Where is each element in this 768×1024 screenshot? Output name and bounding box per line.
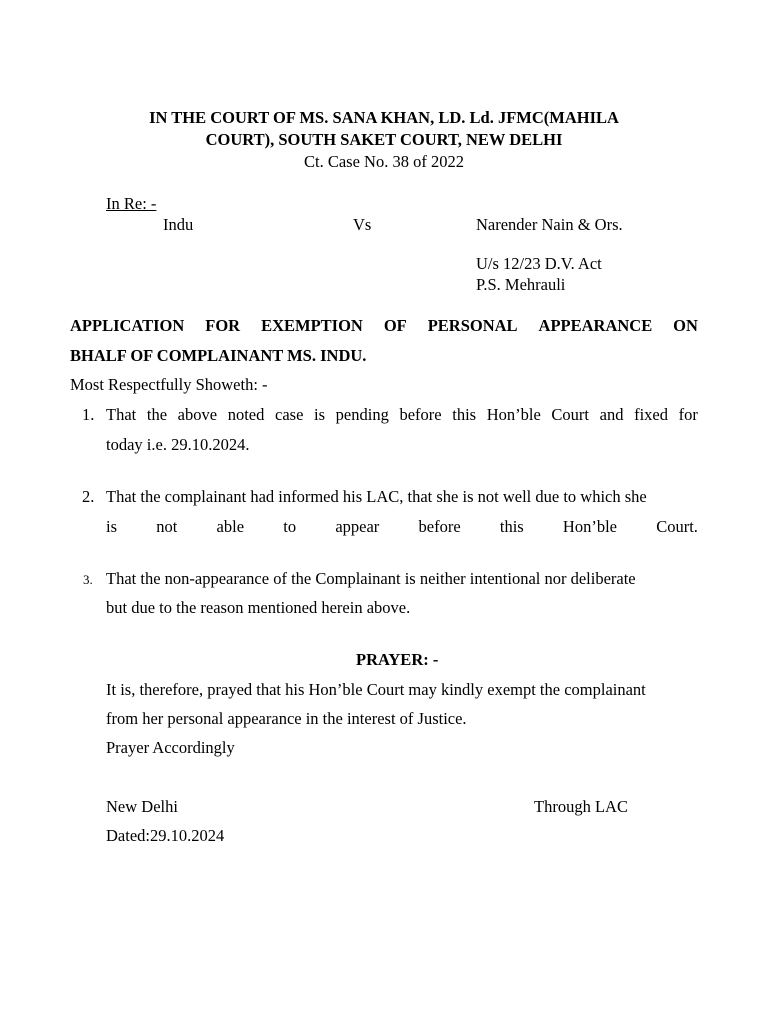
date: Dated:29.10.2024 xyxy=(106,826,225,845)
point-3-line-1: That the non-appearance of the Complainant is neither intentional nor deliberate xyxy=(106,569,636,588)
in-re-label: In Re: - xyxy=(106,194,157,213)
place: New Delhi xyxy=(106,797,178,816)
point-1-word: fixed xyxy=(634,405,668,424)
point-1-word: this xyxy=(452,405,477,424)
point-2-word: to xyxy=(283,517,297,536)
point-1-number: 1. xyxy=(82,405,95,424)
point-2-word: before xyxy=(418,517,461,536)
versus-label: Vs xyxy=(353,215,372,234)
prayer-line-2: from her personal appearance in the interest of Justice. xyxy=(106,709,467,728)
point-1-word: That xyxy=(106,405,137,424)
application-title-line-1 xyxy=(70,316,698,336)
point-1-word: noted xyxy=(227,405,265,424)
section-of-law: U/s 12/23 D.V. Act xyxy=(476,254,602,273)
title-word: OF xyxy=(383,316,407,335)
point-1-word: before xyxy=(399,405,442,424)
through-lac: Through LAC xyxy=(534,797,628,816)
title-word: APPEARANCE xyxy=(538,316,653,335)
point-1-word: Court xyxy=(551,405,589,424)
point-2-word: able xyxy=(216,517,245,536)
point-1-word: above xyxy=(177,405,218,424)
point-1-line-2: today i.e. 29.10.2024. xyxy=(106,435,250,454)
title-word: ON xyxy=(673,316,698,335)
point-2-number: 2. xyxy=(82,487,95,506)
point-2-word: is xyxy=(106,517,118,536)
complainant-name: Indu xyxy=(163,215,194,234)
title-word: EXEMPTION xyxy=(261,316,363,335)
respondent-name: Narender Nain & Ors. xyxy=(476,215,623,234)
application-title-line-2: BHALF OF COMPLAINANT MS. INDU. xyxy=(70,346,367,365)
point-3-number: 3. xyxy=(83,572,93,587)
prayer-closing: Prayer Accordingly xyxy=(106,738,235,757)
point-1-word: Hon’ble xyxy=(486,405,541,424)
point-3-line-2: but due to the reason mentioned herein above. xyxy=(106,598,411,617)
point-2-word: this xyxy=(499,517,524,536)
point-2-line-1: That the complainant had informed his LAC, that she is not well due to which she xyxy=(106,487,647,506)
point-1-word: is xyxy=(314,405,326,424)
salutation: Most Respectfully Showeth: - xyxy=(70,375,268,394)
point-1-word: case xyxy=(275,405,304,424)
point-1-word: and xyxy=(599,405,624,424)
case-number: Ct. Case No. 38 of 2022 xyxy=(304,152,464,171)
court-heading-line-1: IN THE COURT OF MS. SANA KHAN, LD. Ld. JFMC(MAHILA xyxy=(149,108,619,127)
point-1-word: pending xyxy=(335,405,389,424)
title-word: PERSONAL xyxy=(427,316,518,335)
title-word: APPLICATION xyxy=(70,316,185,335)
point-1-word: for xyxy=(678,405,698,424)
point-2-word: Hon’ble xyxy=(562,517,617,536)
point-2-word: Court. xyxy=(656,517,698,536)
prayer-line-1: It is, therefore, prayed that his Hon’ble Court may kindly exempt the complainant xyxy=(106,680,646,699)
title-word: FOR xyxy=(205,316,241,335)
prayer-heading: PRAYER: - xyxy=(356,650,439,669)
court-heading-line-2: COURT), SOUTH SAKET COURT, NEW DELHI xyxy=(205,130,563,149)
point-1-word: the xyxy=(146,405,168,424)
point-2-word: appear xyxy=(335,517,380,536)
police-station: P.S. Mehrauli xyxy=(476,275,566,294)
point-2-line-2 xyxy=(106,517,698,537)
point-2-word: not xyxy=(156,517,178,536)
point-1-line-1 xyxy=(106,405,698,425)
